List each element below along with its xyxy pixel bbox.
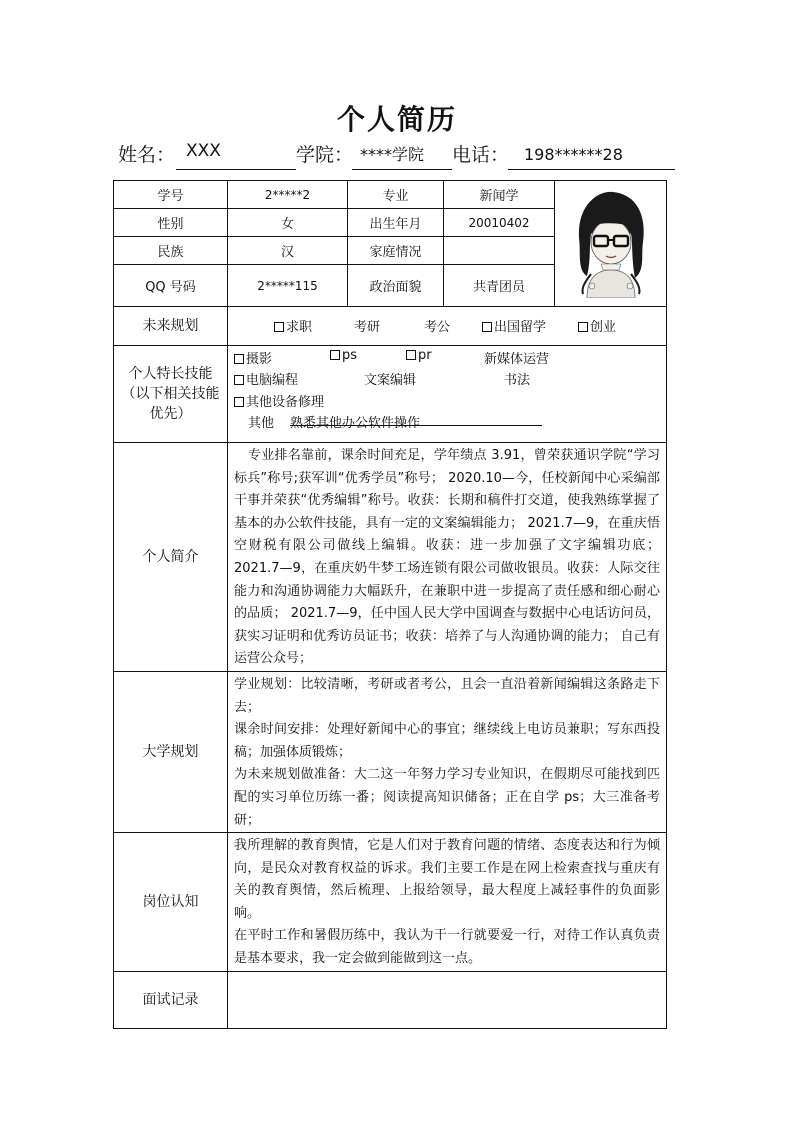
position-text (228, 833, 667, 972)
profile-text (228, 443, 667, 672)
skill-new-media[interactable]: 新媒体运营 (484, 352, 550, 367)
future-plan-label: 未来规划 (114, 307, 228, 346)
skill-other-underline (290, 425, 542, 426)
family-label: 家庭情况 (348, 237, 444, 265)
skills-label: 个人特长技能 （以下相关技能 优先） (114, 346, 228, 443)
header-name (118, 140, 298, 170)
checkbox-icon (234, 397, 244, 407)
photo-cell (555, 181, 667, 307)
ethnicity-value: 汉 (228, 237, 348, 265)
option-job[interactable]: 求职 (274, 316, 312, 335)
header-college (296, 140, 456, 170)
college-plan-paragraph: 课余时间安排：处理好新闻中心的事宜；继续线上电访员兼职；写东西投稿；加强体质锻炼； (234, 722, 660, 760)
checkbox-icon (330, 350, 340, 360)
skill-calligraphy[interactable]: 书法 (504, 373, 531, 388)
college-plan-text (228, 671, 667, 832)
position-label: 岗位认知 (114, 833, 228, 972)
checkbox-icon (578, 322, 588, 332)
qq-value: 2*****115 (228, 265, 348, 307)
skill-other-value[interactable]: 熟悉其他办公软件操作 (290, 416, 421, 431)
checkbox-icon (234, 354, 244, 364)
political-label: 政治面貌 (348, 265, 444, 307)
skill-device-repair[interactable]: 其他设备修理 (234, 391, 324, 410)
student-id-label: 学号 (114, 181, 228, 209)
position-paragraph: 在平时工作和暑假历练中，我认为干一行就要爱一行，对待工作认真负责是基本要求，我一定会做到能做到这一点。 (234, 928, 660, 967)
future-plan-options (228, 307, 667, 346)
college-underline (352, 169, 452, 170)
birth-label: 出生年月 (348, 209, 444, 237)
name-label: 姓名： (118, 144, 176, 166)
skill-copywriting[interactable]: 文案编辑 (364, 373, 417, 388)
ethnicity-label: 民族 (114, 237, 228, 265)
option-startup[interactable]: 创业 (578, 316, 616, 335)
major-value: 新闻学 (444, 181, 555, 209)
checkbox-icon (274, 322, 284, 332)
option-civil-service[interactable]: 考公 (424, 320, 451, 335)
skill-other-label: 其他 (248, 416, 275, 431)
political-value: 共青团员 (444, 265, 555, 307)
college-value: ****学院 (360, 145, 425, 164)
phone-value: 198******28 (524, 145, 623, 164)
position-paragraph: 我所理解的教育舆情，它是人们对于教育问题的情绪、态度表达和行为倾向，是民众对教育权益的诉求。我们主要工作是在网上检索查找与重庆有关的教育舆情，然后梳理、上报给领导，最大程度上减轻事件的负面影响。 (234, 838, 660, 921)
phone-label: 电话： (452, 144, 510, 166)
name-value: XXX (186, 141, 221, 161)
header-phone (452, 140, 676, 170)
college-plan-paragraph: 为未来规划做准备：大二这一年努力学习专业知识，在假期尽可能找到匹配的实习单位历练一番；阅读提高知识储备；正在自学 ps；大三准备考研； (234, 767, 660, 828)
gender-label: 性别 (114, 209, 228, 237)
phone-underline (508, 169, 675, 170)
major-label: 专业 (348, 181, 444, 209)
family-value (444, 237, 555, 265)
interview-record[interactable] (228, 971, 667, 1028)
checkbox-icon (482, 322, 492, 332)
skill-programming[interactable]: 电脑编程 (234, 369, 298, 388)
avatar (561, 186, 661, 298)
interview-label: 面试记录 (114, 971, 228, 1028)
option-postgrad[interactable]: 考研 (354, 320, 381, 335)
birth-value: 20010402 (444, 209, 555, 237)
skills-content (228, 346, 667, 443)
profile-paragraph: 专业排名靠前，课余时间充足，学年绩点 3.91，曾荣获通识学院“学习标兵”称号;获军训“优秀学员”称号； 2020.10—今，任校新闻中心采编部干事并荣获“优秀编辑”称号。收获：长期和稿件打交道，使我熟练掌握了基本的办公软件技能，具有一定的文案编辑能力； 2021.7—9，在重庆悟空财税有限公司做线上编辑。收获：进一步加强了文字编辑功底； 2021.7—9，在重庆奶牛梦工场连锁有限公司做收银员。收获：人际交往能力和沟通协调能力大幅跃升，在兼职中进一步提高了责任感和细心耐心的品质； 2021.7—9，任中国人民大学中国调查与数据中心电话访问员，获实习证明和优秀访员证书；收获：培养了与人沟通协调的能力； 自己有运营公众号； (234, 448, 660, 667)
profile-label: 个人简介 (114, 443, 228, 672)
page-title: 个人简历 (336, 103, 457, 136)
option-study-abroad[interactable]: 出国留学 (482, 316, 546, 335)
checkbox-icon (406, 350, 416, 360)
student-id-value: 2*****2 (228, 181, 348, 209)
skill-photography[interactable]: 摄影 (234, 348, 272, 367)
college-label: 学院： (296, 144, 354, 166)
skill-pr[interactable]: pr (406, 348, 432, 363)
name-underline (176, 169, 296, 170)
gender-value: 女 (228, 209, 348, 237)
skill-ps[interactable]: ps (330, 348, 357, 363)
college-plan-label: 大学规划 (114, 671, 228, 832)
college-plan-paragraph: 学业规划：比较清晰，考研或者考公，且会一直沿着新闻编辑这条路走下去； (234, 676, 660, 715)
qq-label: QQ 号码 (114, 265, 228, 307)
resume-table (113, 180, 667, 1029)
checkbox-icon (234, 375, 244, 385)
